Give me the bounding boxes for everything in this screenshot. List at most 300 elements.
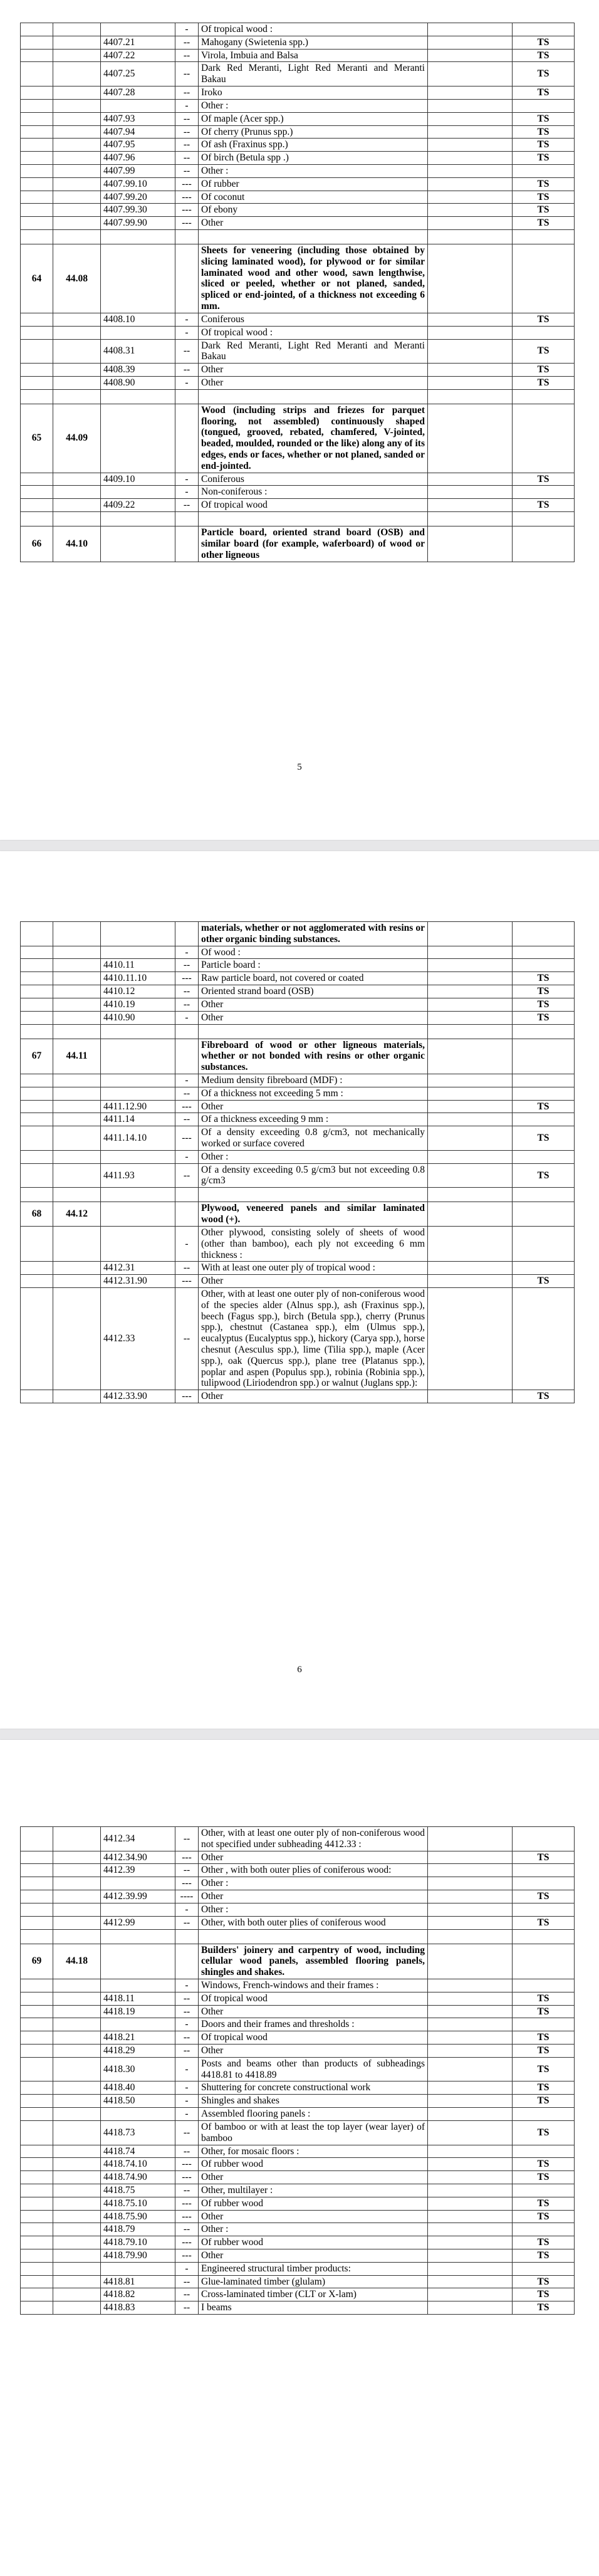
description-cell: Virola, Imbuia and Balsa <box>199 49 428 62</box>
blank-cell <box>428 1929 513 1944</box>
description-cell: Of wood : <box>199 946 428 959</box>
hs-code-cell <box>101 99 175 112</box>
row-number-cell <box>21 512 53 526</box>
blank-cell <box>428 152 513 165</box>
heading-cell <box>53 230 101 244</box>
row-number-cell <box>21 998 53 1011</box>
ts-cell: TS <box>513 112 575 125</box>
heading-cell <box>53 2249 101 2263</box>
hs-code-cell: 4407.99.90 <box>101 217 175 230</box>
row-number-cell <box>21 204 53 217</box>
indent-dash-cell: -- <box>175 2120 199 2145</box>
blank-cell <box>428 1827 513 1851</box>
heading-cell <box>53 972 101 985</box>
row-number-cell <box>21 152 53 165</box>
description-cell: Of tropical wood <box>199 2031 428 2045</box>
row-number-cell <box>21 2045 53 2058</box>
description-cell: Other <box>199 217 428 230</box>
description-cell: Non-coniferous : <box>199 486 428 499</box>
table-row <box>21 389 575 404</box>
row-number-cell: 66 <box>21 526 53 562</box>
description-cell: Builders' joinery and carpentry of wood, including cellular wood panels, assembled flooring panels, shingles and shakes. <box>199 1944 428 1979</box>
table-row <box>21 922 575 946</box>
table-row <box>21 2197 575 2210</box>
heading-cell <box>53 339 101 364</box>
blank-cell <box>428 2057 513 2081</box>
ts-cell <box>513 244 575 313</box>
description-cell: Dark Red Meranti, Light Red Meranti and Meranti Bakau <box>199 62 428 86</box>
hs-code-cell: 4410.11 <box>101 959 175 972</box>
indent-dash-cell: - <box>175 326 199 339</box>
description-cell: Shuttering for concrete constructional work <box>199 2081 428 2095</box>
heading-cell <box>53 326 101 339</box>
heading-cell: 44.11 <box>53 1039 101 1074</box>
row-number-cell <box>21 1113 53 1126</box>
row-number-cell <box>21 1903 53 1916</box>
blank-cell <box>428 1992 513 2005</box>
description-cell: Other <box>199 998 428 1011</box>
description-cell: Other plywood, consisting solely of sheets of wood (other than bamboo), each ply not exceeding 6 mm thickness : <box>199 1226 428 1261</box>
heading-cell <box>53 1851 101 1864</box>
description-cell <box>199 1929 428 1944</box>
table-row <box>21 1890 575 1903</box>
row-number-cell <box>21 2158 53 2171</box>
indent-dash-cell: ---- <box>175 1890 199 1903</box>
table-row <box>21 1287 575 1390</box>
table-row <box>21 139 575 152</box>
description-cell <box>199 1188 428 1202</box>
heading-cell <box>53 1992 101 2005</box>
blank-cell <box>428 1903 513 1916</box>
hs-code-cell: 4407.95 <box>101 139 175 152</box>
description-cell: Sheets for veneering (including those obtained by slicing laminated wood), for plywood or for similar laminated wood and other wood, sawn lengthwise, sliced or peeled, whether or not planed, sanded, spliced or end-jointed, of a thickness not exceeding 6 mm. <box>199 244 428 313</box>
row-number-cell <box>21 112 53 125</box>
description-cell: Other, multilayer : <box>199 2184 428 2197</box>
description-cell <box>199 389 428 404</box>
heading-cell <box>53 1916 101 1929</box>
indent-dash-cell: -- <box>175 1287 199 1390</box>
heading-cell <box>53 1011 101 1024</box>
description-cell: Other <box>199 1851 428 1864</box>
table-row <box>21 2301 575 2315</box>
indent-dash-cell <box>175 1039 199 1074</box>
ts-cell <box>513 1188 575 1202</box>
blank-cell <box>428 1150 513 1163</box>
hs-code-cell: 4412.34 <box>101 1827 175 1851</box>
heading-row <box>21 244 575 313</box>
heading-cell <box>53 946 101 959</box>
blank-cell <box>428 2108 513 2121</box>
ts-cell <box>513 1087 575 1100</box>
ts-cell: TS <box>513 2095 575 2108</box>
hs-code-cell: 4408.90 <box>101 376 175 389</box>
table-row <box>21 2288 575 2301</box>
ts-cell <box>513 1150 575 1163</box>
heading-cell <box>53 2018 101 2031</box>
blank-cell <box>428 1024 513 1039</box>
row-number-cell <box>21 2184 53 2197</box>
row-number-cell <box>21 2120 53 2145</box>
ts-cell <box>513 2108 575 2121</box>
ts-cell: TS <box>513 49 575 62</box>
hs-code-cell: 4418.75.10 <box>101 2197 175 2210</box>
description-cell: Coniferous <box>199 313 428 326</box>
hs-code-cell: 4407.25 <box>101 62 175 86</box>
hs-code-cell <box>101 1929 175 1944</box>
hs-code-cell <box>101 512 175 526</box>
blank-cell <box>428 2301 513 2315</box>
table-row <box>21 1979 575 1992</box>
indent-dash-cell <box>175 1024 199 1039</box>
indent-dash-cell: --- <box>175 2210 199 2223</box>
row-number-cell <box>21 1011 53 1024</box>
blank-cell <box>428 191 513 204</box>
ts-cell <box>513 1864 575 1877</box>
heading-cell <box>53 364 101 377</box>
blank-cell <box>428 1163 513 1188</box>
row-number-cell <box>21 1287 53 1390</box>
row-number-cell <box>21 1100 53 1113</box>
ts-cell <box>513 1287 575 1390</box>
indent-dash-cell: --- <box>175 204 199 217</box>
hs-code-cell: 4418.83 <box>101 2301 175 2315</box>
hs-code-cell <box>101 1877 175 1890</box>
heading-cell <box>53 1903 101 1916</box>
hs-code-cell: 4418.81 <box>101 2275 175 2288</box>
table-row <box>21 1011 575 1024</box>
description-cell: Dark Red Meranti, Light Red Meranti and Meranti Bakau <box>199 339 428 364</box>
blank-cell <box>428 526 513 562</box>
hs-code-cell: 4407.99 <box>101 164 175 177</box>
description-cell: Other <box>199 2210 428 2223</box>
blank-cell <box>428 404 513 473</box>
description-cell: Other : <box>199 2223 428 2236</box>
description-cell: Other <box>199 364 428 377</box>
heading-cell <box>53 23 101 36</box>
indent-dash-cell: -- <box>175 112 199 125</box>
blank-cell <box>428 1916 513 1929</box>
heading-cell <box>53 2120 101 2145</box>
ts-cell: TS <box>513 1916 575 1929</box>
table-row <box>21 2275 575 2288</box>
indent-dash-cell <box>175 1188 199 1202</box>
description-cell: Of birch (Betula spp .) <box>199 152 428 165</box>
description-cell: Of rubber wood <box>199 2236 428 2249</box>
indent-dash-cell: -- <box>175 2031 199 2045</box>
indent-dash-cell: -- <box>175 2145 199 2158</box>
row-number-cell <box>21 2171 53 2184</box>
table-row <box>21 177 575 191</box>
description-cell: Mahogany (Swietenia spp.) <box>199 36 428 49</box>
row-number-cell <box>21 985 53 998</box>
heading-cell <box>53 191 101 204</box>
ts-cell <box>513 1226 575 1261</box>
indent-dash-cell: - <box>175 486 199 499</box>
hs-code-cell <box>101 922 175 946</box>
indent-dash-cell: - <box>175 1074 199 1087</box>
table-row <box>21 86 575 100</box>
hs-code-cell <box>101 1944 175 1979</box>
row-number-cell <box>21 1916 53 1929</box>
heading-cell <box>53 1262 101 1275</box>
row-number-cell <box>21 1262 53 1275</box>
row-number-cell <box>21 2262 53 2275</box>
blank-cell <box>428 1126 513 1151</box>
tariff-table <box>20 921 575 1403</box>
description-cell <box>199 1024 428 1039</box>
row-number-cell <box>21 2018 53 2031</box>
hs-code-cell <box>101 2262 175 2275</box>
table-row <box>21 512 575 526</box>
description-cell: Medium density fibreboard (MDF) : <box>199 1074 428 1087</box>
hs-code-cell: 4412.33 <box>101 1287 175 1390</box>
heading-cell <box>53 2045 101 2058</box>
heading-cell <box>53 2005 101 2018</box>
hs-code-cell: 4409.22 <box>101 499 175 512</box>
heading-cell <box>53 1087 101 1100</box>
heading-cell <box>53 1074 101 1087</box>
heading-cell <box>53 2158 101 2171</box>
table-row <box>21 1150 575 1163</box>
hs-code-cell: 4418.29 <box>101 2045 175 2058</box>
table-row <box>21 1864 575 1877</box>
indent-dash-cell: - <box>175 473 199 486</box>
heading-cell <box>53 2223 101 2236</box>
indent-dash-cell: -- <box>175 1113 199 1126</box>
table-row <box>21 1903 575 1916</box>
description-cell: Glue-laminated timber (glulam) <box>199 2275 428 2288</box>
row-number-cell <box>21 389 53 404</box>
ts-cell <box>513 404 575 473</box>
row-number-cell <box>21 2081 53 2095</box>
ts-cell: TS <box>513 191 575 204</box>
ts-cell: TS <box>513 2197 575 2210</box>
hs-code-cell: 4411.12.90 <box>101 1100 175 1113</box>
table-row <box>21 2210 575 2223</box>
hs-code-cell: 4408.31 <box>101 339 175 364</box>
indent-dash-cell: -- <box>175 49 199 62</box>
blank-cell <box>428 244 513 313</box>
hs-code-cell: 4407.22 <box>101 49 175 62</box>
hs-code-cell: 4418.11 <box>101 1992 175 2005</box>
description-cell: Other : <box>199 1903 428 1916</box>
table-row <box>21 998 575 1011</box>
blank-cell <box>428 1226 513 1261</box>
ts-cell: TS <box>513 125 575 139</box>
row-number-cell <box>21 2031 53 2045</box>
blank-cell <box>428 985 513 998</box>
table-row <box>21 164 575 177</box>
description-cell: Other <box>199 2005 428 2018</box>
table-row <box>21 2081 575 2095</box>
blank-cell <box>428 2262 513 2275</box>
description-cell: Other <box>199 2171 428 2184</box>
row-number-cell <box>21 2057 53 2081</box>
description-cell: Wood (including strips and friezes for parquet flooring, not assembled) continuously shaped (tongued, grooved, rebated, chamfered, V-jointed, beaded, moulded, rounded or the like) along any of its edges, ends or faces, whether or not planed, sanded or end-jointed. <box>199 404 428 473</box>
description-cell: Doors and their frames and thresholds : <box>199 2018 428 2031</box>
ts-cell: TS <box>513 2288 575 2301</box>
row-number-cell <box>21 49 53 62</box>
ts-cell: TS <box>513 985 575 998</box>
heading-cell <box>53 1877 101 1890</box>
ts-cell <box>513 1039 575 1074</box>
description-cell: Engineered structural timber products: <box>199 2262 428 2275</box>
indent-dash-cell: - <box>175 313 199 326</box>
table-row <box>21 112 575 125</box>
table-row <box>21 1113 575 1126</box>
indent-dash-cell: -- <box>175 2223 199 2236</box>
row-number-cell <box>21 2249 53 2263</box>
hs-code-cell: 4418.79 <box>101 2223 175 2236</box>
blank-cell <box>428 49 513 62</box>
table-row <box>21 2045 575 2058</box>
description-cell: Of ebony <box>199 204 428 217</box>
ts-cell: TS <box>513 473 575 486</box>
indent-dash-cell: --- <box>175 1390 199 1403</box>
indent-dash-cell: - <box>175 1226 199 1261</box>
hs-code-cell: 4410.19 <box>101 998 175 1011</box>
blank-cell <box>428 1188 513 1202</box>
indent-dash-cell: --- <box>175 972 199 985</box>
heading-cell <box>53 2275 101 2288</box>
table-row <box>21 1929 575 1944</box>
row-number-cell <box>21 2095 53 2108</box>
description-cell: Cross-laminated timber (CLT or X-lam) <box>199 2288 428 2301</box>
blank-cell <box>428 376 513 389</box>
blank-cell <box>428 177 513 191</box>
indent-dash-cell: -- <box>175 499 199 512</box>
blank-cell <box>428 2158 513 2171</box>
row-number-cell <box>21 313 53 326</box>
hs-code-cell: 4407.93 <box>101 112 175 125</box>
heading-cell <box>53 2095 101 2108</box>
row-number-cell <box>21 2108 53 2121</box>
description-cell: Other <box>199 1100 428 1113</box>
hs-code-cell <box>101 1024 175 1039</box>
hs-code-cell <box>101 2108 175 2121</box>
blank-cell <box>428 313 513 326</box>
heading-cell <box>53 177 101 191</box>
heading-cell <box>53 959 101 972</box>
blank-cell <box>428 2018 513 2031</box>
blank-cell <box>428 1890 513 1903</box>
table-row <box>21 1262 575 1275</box>
hs-code-cell <box>101 1087 175 1100</box>
blank-cell <box>428 1851 513 1864</box>
hs-code-cell: 4418.40 <box>101 2081 175 2095</box>
ts-cell: TS <box>513 1890 575 1903</box>
row-number-cell <box>21 486 53 499</box>
description-cell: Of tropical wood : <box>199 326 428 339</box>
table-row <box>21 2184 575 2197</box>
heading-cell <box>53 1126 101 1151</box>
heading-cell <box>53 204 101 217</box>
hs-code-cell: 4412.39.99 <box>101 1890 175 1903</box>
blank-cell <box>428 2210 513 2223</box>
heading-cell <box>53 125 101 139</box>
row-number-cell <box>21 473 53 486</box>
row-number-cell <box>21 86 53 100</box>
hs-code-cell: 4418.73 <box>101 2120 175 2145</box>
heading-row <box>21 1944 575 1979</box>
ts-cell: TS <box>513 972 575 985</box>
row-number-cell: 67 <box>21 1039 53 1074</box>
table-row <box>21 486 575 499</box>
indent-dash-cell <box>175 244 199 313</box>
description-cell: Of maple (Acer spp.) <box>199 112 428 125</box>
description-cell: Of cherry (Prunus spp.) <box>199 125 428 139</box>
hs-code-cell: 4408.39 <box>101 364 175 377</box>
hs-code-cell <box>101 486 175 499</box>
table-row <box>21 2249 575 2263</box>
ts-cell <box>513 1113 575 1126</box>
indent-dash-cell: -- <box>175 998 199 1011</box>
heading-cell <box>53 2288 101 2301</box>
row-number-cell <box>21 23 53 36</box>
heading-cell <box>53 1024 101 1039</box>
table-row <box>21 2262 575 2275</box>
indent-dash-cell: --- <box>175 1275 199 1288</box>
description-cell: materials, whether or not agglomerated with resins or other organic binding substances. <box>199 922 428 946</box>
heading-cell <box>53 2171 101 2184</box>
indent-dash-cell: - <box>175 2262 199 2275</box>
hs-code-cell: 4410.12 <box>101 985 175 998</box>
hs-code-cell: 4418.30 <box>101 2057 175 2081</box>
blank-cell <box>428 1262 513 1275</box>
indent-dash-cell: -- <box>175 86 199 100</box>
row-number-cell <box>21 139 53 152</box>
row-number-cell <box>21 499 53 512</box>
heading-cell <box>53 49 101 62</box>
table-row <box>21 339 575 364</box>
heading-cell <box>53 112 101 125</box>
table-row <box>21 959 575 972</box>
blank-cell <box>428 959 513 972</box>
description-cell: Of coconut <box>199 191 428 204</box>
row-number-cell <box>21 959 53 972</box>
blank-cell <box>428 2236 513 2249</box>
blank-cell <box>428 1087 513 1100</box>
hs-code-cell: 4407.28 <box>101 86 175 100</box>
table-row <box>21 191 575 204</box>
hs-code-cell <box>101 1188 175 1202</box>
ts-cell <box>513 23 575 36</box>
ts-cell: TS <box>513 2249 575 2263</box>
heading-cell <box>53 36 101 49</box>
description-cell: Other : <box>199 1150 428 1163</box>
hs-code-cell <box>101 23 175 36</box>
heading-cell <box>53 1390 101 1403</box>
heading-cell <box>53 473 101 486</box>
hs-code-cell: 4410.90 <box>101 1011 175 1024</box>
ts-cell <box>513 99 575 112</box>
table-row <box>21 230 575 244</box>
table-row <box>21 1851 575 1864</box>
ts-cell <box>513 326 575 339</box>
hs-code-cell: 4418.74 <box>101 2145 175 2158</box>
hs-code-cell: 4411.93 <box>101 1163 175 1188</box>
row-number-cell: 68 <box>21 1202 53 1227</box>
indent-dash-cell: - <box>175 1011 199 1024</box>
indent-dash-cell: --- <box>175 1100 199 1113</box>
hs-code-cell <box>101 1039 175 1074</box>
blank-cell <box>428 364 513 377</box>
row-number-cell <box>21 1087 53 1100</box>
ts-cell <box>513 2018 575 2031</box>
table-row <box>21 99 575 112</box>
blank-cell <box>428 473 513 486</box>
description-cell: Of tropical wood : <box>199 23 428 36</box>
